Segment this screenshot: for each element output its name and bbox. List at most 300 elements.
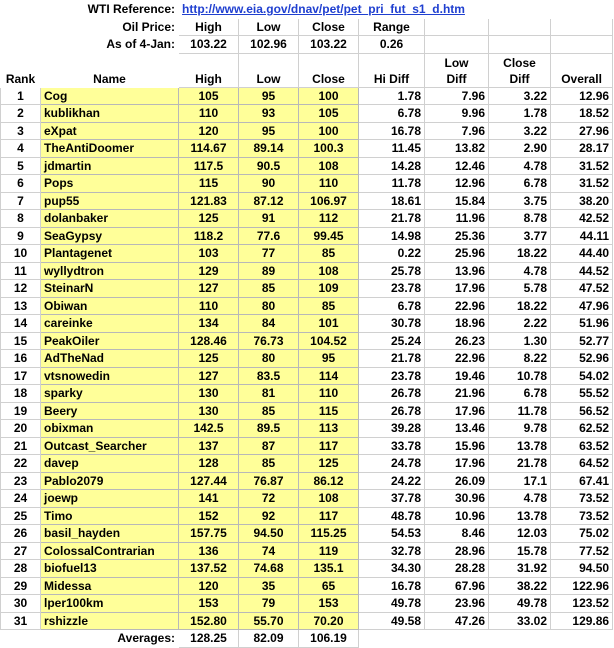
table-row: [1, 227, 613, 245]
cell-high: 137.52: [179, 560, 239, 578]
cell-rank: 2: [1, 105, 41, 123]
cell-overall: 42.52: [551, 210, 613, 228]
table-row: [1, 210, 613, 228]
cell-low-diff: 11.96: [425, 210, 489, 228]
cell-close-diff: 38.22: [489, 577, 551, 595]
table-row: [1, 367, 613, 385]
cell-high: 130: [179, 385, 239, 403]
as-of-close: 103.22: [299, 36, 359, 54]
cell-overall: 94.50: [551, 560, 613, 578]
cell-rank: 29: [1, 577, 41, 595]
cell-overall: 44.52: [551, 262, 613, 280]
table-row: [1, 542, 613, 560]
cell-low: 80: [239, 297, 299, 315]
cell-hi-diff: 11.45: [359, 140, 425, 158]
cell-low: 83.5: [239, 367, 299, 385]
cell-overall: 52.96: [551, 350, 613, 368]
cell-low: 87: [239, 437, 299, 455]
header-low: Low: [239, 53, 299, 87]
cell-rank: 24: [1, 490, 41, 508]
cell-high: 130: [179, 402, 239, 420]
cell-name: Cog: [41, 87, 179, 105]
cell-low: 90.5: [239, 157, 299, 175]
as-of-row: [1, 36, 613, 54]
cell-hi-diff: 16.78: [359, 122, 425, 140]
cell-hi-diff: 49.78: [359, 595, 425, 613]
cell-low: 91: [239, 210, 299, 228]
cell-low: 89.14: [239, 140, 299, 158]
cell-low: 72: [239, 490, 299, 508]
oil-price-row: [1, 18, 613, 36]
table-row: [1, 280, 613, 298]
cell-close-diff: 9.78: [489, 420, 551, 438]
cell-high: 115: [179, 175, 239, 193]
cell-close: 115.25: [299, 525, 359, 543]
cell-close: 115: [299, 402, 359, 420]
as-of-high: 103.22: [179, 36, 239, 54]
cell-close-diff: 1.78: [489, 105, 551, 123]
cell-low: 79: [239, 595, 299, 613]
cell-rank: 15: [1, 332, 41, 350]
cell-high: 103: [179, 245, 239, 263]
cell-low: 35: [239, 577, 299, 595]
table-row: [1, 437, 613, 455]
cell-overall: 73.52: [551, 490, 613, 508]
cell-high: 127: [179, 367, 239, 385]
cell-low: 90: [239, 175, 299, 193]
cell-low-diff: 7.96: [425, 122, 489, 140]
cell-high: 110: [179, 105, 239, 123]
cell-overall: 28.17: [551, 140, 613, 158]
cell-high: 127: [179, 280, 239, 298]
cell-rank: 31: [1, 612, 41, 630]
cell-close-diff: 17.1: [489, 472, 551, 490]
cell-name: jdmartin: [41, 157, 179, 175]
cell-close-diff: 6.78: [489, 385, 551, 403]
average-close: 106.19: [299, 630, 359, 648]
cell-name: Plantagenet: [41, 245, 179, 263]
wti-reference-label: WTI Reference:: [87, 2, 176, 17]
cell-rank: 12: [1, 280, 41, 298]
table-row: [1, 577, 613, 595]
cell-close-diff: 2.90: [489, 140, 551, 158]
cell-high: 137: [179, 437, 239, 455]
cell-hi-diff: 34.30: [359, 560, 425, 578]
cell-name: dolanbaker: [41, 210, 179, 228]
cell-close-diff: 1.30: [489, 332, 551, 350]
cell-close-diff: 18.22: [489, 297, 551, 315]
cell-overall: 129.86: [551, 612, 613, 630]
cell-low-diff: 13.82: [425, 140, 489, 158]
cell-low-diff: 15.84: [425, 192, 489, 210]
averages-row: [1, 630, 613, 648]
table-row: [1, 192, 613, 210]
cell-rank: 8: [1, 210, 41, 228]
cell-low: 80: [239, 350, 299, 368]
cell-overall: 73.52: [551, 507, 613, 525]
cell-close: 117: [299, 437, 359, 455]
cell-hi-diff: 14.98: [359, 227, 425, 245]
cell-rank: 28: [1, 560, 41, 578]
cell-close: 153: [299, 595, 359, 613]
cell-low: 74.68: [239, 560, 299, 578]
table-row: [1, 297, 613, 315]
cell-close: 110: [299, 385, 359, 403]
cell-low: 84: [239, 315, 299, 333]
table-row: [1, 402, 613, 420]
cell-high: 136: [179, 542, 239, 560]
cell-hi-diff: 26.78: [359, 385, 425, 403]
cell-name: Beery: [41, 402, 179, 420]
cell-hi-diff: 26.78: [359, 402, 425, 420]
cell-hi-diff: 23.78: [359, 280, 425, 298]
cell-hi-diff: 54.53: [359, 525, 425, 543]
cell-low-diff: 13.96: [425, 262, 489, 280]
cell-rank: 26: [1, 525, 41, 543]
cell-low-diff: 26.09: [425, 472, 489, 490]
header-rank: Rank: [5, 71, 36, 86]
cell-close: 104.52: [299, 332, 359, 350]
cell-hi-diff: 18.61: [359, 192, 425, 210]
cell-close: 85: [299, 297, 359, 315]
cell-name: Pops: [41, 175, 179, 193]
cell-low-diff: 26.23: [425, 332, 489, 350]
as-of-low: 102.96: [239, 36, 299, 54]
cell-rank: 10: [1, 245, 41, 263]
cell-name: TheAntiDoomer: [41, 140, 179, 158]
header-low-diff: Low Diff: [425, 53, 489, 87]
header-overall: Overall: [551, 53, 613, 87]
cell-low: 85: [239, 455, 299, 473]
cell-overall: 54.02: [551, 367, 613, 385]
cell-close: 106.97: [299, 192, 359, 210]
cell-low-diff: 28.28: [425, 560, 489, 578]
cell-close: 117: [299, 507, 359, 525]
cell-name: Timo: [41, 507, 179, 525]
cell-hi-diff: 6.78: [359, 105, 425, 123]
cell-rank: 21: [1, 437, 41, 455]
cell-hi-diff: 1.78: [359, 87, 425, 105]
cell-rank: 25: [1, 507, 41, 525]
cell-close: 114: [299, 367, 359, 385]
cell-high: 134: [179, 315, 239, 333]
cell-close: 108: [299, 262, 359, 280]
cell-hi-diff: 37.78: [359, 490, 425, 508]
oil-col-close: Close: [299, 18, 359, 36]
cell-name: pup55: [41, 192, 179, 210]
cell-close-diff: 5.78: [489, 280, 551, 298]
as-of-range: 0.26: [359, 36, 425, 54]
cell-close-diff: 8.78: [489, 210, 551, 228]
column-header-row: [1, 53, 613, 87]
table-row: [1, 525, 613, 543]
cell-close-diff: 4.78: [489, 262, 551, 280]
cell-low-diff: 17.96: [425, 402, 489, 420]
cell-close-diff: 21.78: [489, 455, 551, 473]
cell-overall: 64.52: [551, 455, 613, 473]
cell-low-diff: 12.46: [425, 157, 489, 175]
cell-high: 127.44: [179, 472, 239, 490]
cell-low-diff: 15.96: [425, 437, 489, 455]
cell-rank: 30: [1, 595, 41, 613]
cell-close-diff: 10.78: [489, 367, 551, 385]
as-of-label: As of 4-Jan:: [106, 37, 176, 52]
table-row: [1, 140, 613, 158]
cell-low-diff: 8.46: [425, 525, 489, 543]
cell-close-diff: 13.78: [489, 437, 551, 455]
cell-close: 105: [299, 105, 359, 123]
cell-hi-diff: 23.78: [359, 367, 425, 385]
table-row: [1, 245, 613, 263]
cell-low-diff: 19.46: [425, 367, 489, 385]
cell-low: 95: [239, 122, 299, 140]
cell-name: Pablo2079: [41, 472, 179, 490]
cell-rank: 1: [1, 87, 41, 105]
cell-high: 120: [179, 122, 239, 140]
cell-close-diff: 3.75: [489, 192, 551, 210]
cell-overall: 12.96: [551, 87, 613, 105]
cell-name: joewp: [41, 490, 179, 508]
cell-close-diff: 15.78: [489, 542, 551, 560]
cell-overall: 55.52: [551, 385, 613, 403]
cell-close: 70.20: [299, 612, 359, 630]
cell-rank: 18: [1, 385, 41, 403]
cell-close: 65: [299, 577, 359, 595]
header-high: High: [179, 53, 239, 87]
cell-name: Midessa: [41, 577, 179, 595]
cell-close: 110: [299, 175, 359, 193]
table-row: [1, 420, 613, 438]
cell-hi-diff: 24.78: [359, 455, 425, 473]
cell-hi-diff: 21.78: [359, 210, 425, 228]
cell-high: 128.46: [179, 332, 239, 350]
cell-hi-diff: 6.78: [359, 297, 425, 315]
cell-close: 86.12: [299, 472, 359, 490]
cell-rank: 17: [1, 367, 41, 385]
cell-hi-diff: 11.78: [359, 175, 425, 193]
cell-overall: 52.77: [551, 332, 613, 350]
table-row: [1, 472, 613, 490]
cell-rank: 6: [1, 175, 41, 193]
table-row: [1, 122, 613, 140]
header-hi-diff: Hi Diff: [359, 53, 425, 87]
cell-close-diff: 3.77: [489, 227, 551, 245]
cell-high: 128: [179, 455, 239, 473]
cell-overall: 31.52: [551, 157, 613, 175]
cell-high: 117.5: [179, 157, 239, 175]
cell-overall: 62.52: [551, 420, 613, 438]
cell-overall: 122.96: [551, 577, 613, 595]
cell-low: 55.70: [239, 612, 299, 630]
cell-low: 85: [239, 280, 299, 298]
cell-high: 118.2: [179, 227, 239, 245]
cell-low: 87.12: [239, 192, 299, 210]
cell-low: 89.5: [239, 420, 299, 438]
cell-close-diff: 11.78: [489, 402, 551, 420]
cell-name: SeaGypsy: [41, 227, 179, 245]
cell-close: 99.45: [299, 227, 359, 245]
cell-close-diff: 31.92: [489, 560, 551, 578]
cell-low: 92: [239, 507, 299, 525]
cell-high: 120: [179, 577, 239, 595]
cell-close: 119: [299, 542, 359, 560]
cell-high: 110: [179, 297, 239, 315]
cell-hi-diff: 48.78: [359, 507, 425, 525]
cell-hi-diff: 21.78: [359, 350, 425, 368]
cell-hi-diff: 25.24: [359, 332, 425, 350]
cell-high: 121.83: [179, 192, 239, 210]
cell-name: rshizzle: [41, 612, 179, 630]
cell-overall: 75.02: [551, 525, 613, 543]
cell-overall: 47.96: [551, 297, 613, 315]
cell-close-diff: 6.78: [489, 175, 551, 193]
cell-name: obixman: [41, 420, 179, 438]
cell-overall: 44.40: [551, 245, 613, 263]
cell-close: 113: [299, 420, 359, 438]
cell-close: 112: [299, 210, 359, 228]
cell-overall: 27.96: [551, 122, 613, 140]
cell-name: wyllydtron: [41, 262, 179, 280]
averages-label: Averages:: [117, 631, 176, 646]
cell-low: 89: [239, 262, 299, 280]
cell-low: 95: [239, 87, 299, 105]
cell-low-diff: 13.46: [425, 420, 489, 438]
cell-low-diff: 67.96: [425, 577, 489, 595]
cell-hi-diff: 49.58: [359, 612, 425, 630]
cell-close: 100: [299, 87, 359, 105]
cell-rank: 5: [1, 157, 41, 175]
cell-overall: 63.52: [551, 437, 613, 455]
cell-name: Obiwan: [41, 297, 179, 315]
header-close: Close: [299, 53, 359, 87]
cell-low-diff: 17.96: [425, 455, 489, 473]
cell-low-diff: 12.96: [425, 175, 489, 193]
cell-high: 114.67: [179, 140, 239, 158]
cell-hi-diff: 16.78: [359, 577, 425, 595]
table-row: [1, 385, 613, 403]
cell-high: 152: [179, 507, 239, 525]
table-row: [1, 455, 613, 473]
cell-low: 85: [239, 402, 299, 420]
cell-close: 100: [299, 122, 359, 140]
cell-name: Outcast_Searcher: [41, 437, 179, 455]
cell-rank: 3: [1, 122, 41, 140]
cell-hi-diff: 39.28: [359, 420, 425, 438]
cell-low: 76.87: [239, 472, 299, 490]
cell-high: 157.75: [179, 525, 239, 543]
table-row: [1, 105, 613, 123]
oil-col-range: Range: [359, 18, 425, 36]
cell-rank: 13: [1, 297, 41, 315]
cell-name: AdTheNad: [41, 350, 179, 368]
cell-hi-diff: 25.78: [359, 262, 425, 280]
cell-overall: 31.52: [551, 175, 613, 193]
cell-high: 129: [179, 262, 239, 280]
cell-close-diff: 49.78: [489, 595, 551, 613]
table-row: [1, 87, 613, 105]
cell-low: 74: [239, 542, 299, 560]
cell-rank: 9: [1, 227, 41, 245]
cell-high: 142.5: [179, 420, 239, 438]
cell-overall: 38.20: [551, 192, 613, 210]
cell-low: 76.73: [239, 332, 299, 350]
cell-high: 152.80: [179, 612, 239, 630]
cell-low-diff: 21.96: [425, 385, 489, 403]
table-row: [1, 315, 613, 333]
cell-name: eXpat: [41, 122, 179, 140]
cell-hi-diff: 30.78: [359, 315, 425, 333]
cell-close: 108: [299, 490, 359, 508]
cell-rank: 20: [1, 420, 41, 438]
wti-reference-row: [1, 1, 613, 19]
cell-rank: 11: [1, 262, 41, 280]
table-row: [1, 612, 613, 630]
cell-name: careinke: [41, 315, 179, 333]
cell-close-diff: 4.78: [489, 490, 551, 508]
cell-close-diff: 8.22: [489, 350, 551, 368]
table-row: [1, 490, 613, 508]
cell-overall: 51.96: [551, 315, 613, 333]
cell-low-diff: 22.96: [425, 350, 489, 368]
cell-high: 105: [179, 87, 239, 105]
cell-high: 125: [179, 350, 239, 368]
cell-low-diff: 17.96: [425, 280, 489, 298]
cell-low-diff: 23.96: [425, 595, 489, 613]
cell-rank: 22: [1, 455, 41, 473]
cell-low-diff: 28.96: [425, 542, 489, 560]
cell-low-diff: 30.96: [425, 490, 489, 508]
cell-close: 109: [299, 280, 359, 298]
cell-overall: 47.52: [551, 280, 613, 298]
cell-close: 100.3: [299, 140, 359, 158]
cell-name: ColossalContrarian: [41, 542, 179, 560]
cell-hi-diff: 24.22: [359, 472, 425, 490]
cell-low-diff: 25.36: [425, 227, 489, 245]
cell-name: PeakOiler: [41, 332, 179, 350]
cell-close-diff: 13.78: [489, 507, 551, 525]
cell-name: davep: [41, 455, 179, 473]
cell-rank: 4: [1, 140, 41, 158]
cell-name: sparky: [41, 385, 179, 403]
oil-col-high: High: [179, 18, 239, 36]
average-high: 128.25: [179, 630, 239, 648]
table-row: [1, 332, 613, 350]
cell-overall: 18.52: [551, 105, 613, 123]
table-row: [1, 175, 613, 193]
cell-close-diff: 12.03: [489, 525, 551, 543]
cell-overall: 67.41: [551, 472, 613, 490]
cell-close-diff: 2.22: [489, 315, 551, 333]
wti-reference-link[interactable]: http://www.eia.gov/dnav/pet/pet_pri_fut_s1_d.htm: [182, 2, 465, 17]
cell-low-diff: 22.96: [425, 297, 489, 315]
cell-name: SteinarN: [41, 280, 179, 298]
cell-high: 125: [179, 210, 239, 228]
cell-overall: 44.11: [551, 227, 613, 245]
table-row: [1, 157, 613, 175]
cell-name: lper100km: [41, 595, 179, 613]
table-row: [1, 595, 613, 613]
cell-high: 153: [179, 595, 239, 613]
cell-rank: 7: [1, 192, 41, 210]
cell-low: 77: [239, 245, 299, 263]
cell-low-diff: 18.96: [425, 315, 489, 333]
cell-high: 141: [179, 490, 239, 508]
cell-name: vtsnowedin: [41, 367, 179, 385]
cell-overall: 56.52: [551, 402, 613, 420]
cell-close-diff: 18.22: [489, 245, 551, 263]
cell-close: 135.1: [299, 560, 359, 578]
cell-name: basil_hayden: [41, 525, 179, 543]
